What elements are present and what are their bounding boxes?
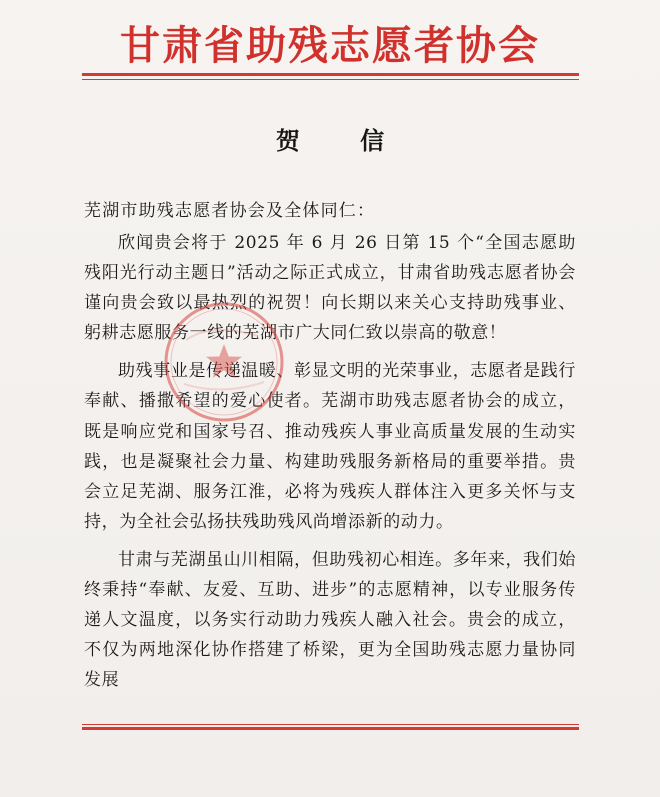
footer-divider-thin bbox=[82, 724, 579, 725]
salutation: 芜湖市助残志愿者协会及全体同仁： bbox=[84, 201, 376, 221]
document-title: 贺 信 bbox=[275, 126, 411, 155]
body-paragraph-3: 甘肃与芜湖虽山川相隔，但助残初心相连。多年来，我们始终秉持“奉献、友爱、互助、进步”的志愿精神，以专业服务传递人文温度，以务实行动助力残疾人融入社会。贵会的成立，不仅为两地深化协作搭建了桥梁，更为全国助残志愿力量协同发展 bbox=[84, 549, 576, 691]
body-paragraph-2: 助残事业是传递温暖、彰显文明的光荣事业，志愿者是践行奉献、播撒希望的爱心使者。芜湖市助残志愿者协会的成立，既是响应党和国家号召、推动残疾人事业高质量发展的生动实践，也是凝聚社会力量、构建助残服务新格局的重要举措。贵会立足芜湖、服务江淮，必将为残疾人群体注入更多关怀与支持，为全社会弘扬扶残助残风尚增添新的动力。 bbox=[84, 361, 576, 532]
letterhead-org-name: 甘肃省助残志愿者协会 bbox=[120, 22, 540, 69]
body-paragraph-1: 欣闻贵会将于 2025 年 6 月 26 日第 15 个“全国志愿助残阳光行动主题日”活动之际正式成立，甘肃省助残志愿者协会谨向贵会致以最热烈的祝贺！向长期以来关心支持助残事业、躬耕志愿服务一线的芜湖市广大同仁致以崇高的敬意！ bbox=[84, 233, 576, 344]
letterhead-divider-thick bbox=[82, 73, 579, 76]
letter-body bbox=[84, 228, 576, 703]
letterhead-divider-thin bbox=[82, 79, 579, 80]
footer-divider-thick bbox=[82, 727, 579, 730]
